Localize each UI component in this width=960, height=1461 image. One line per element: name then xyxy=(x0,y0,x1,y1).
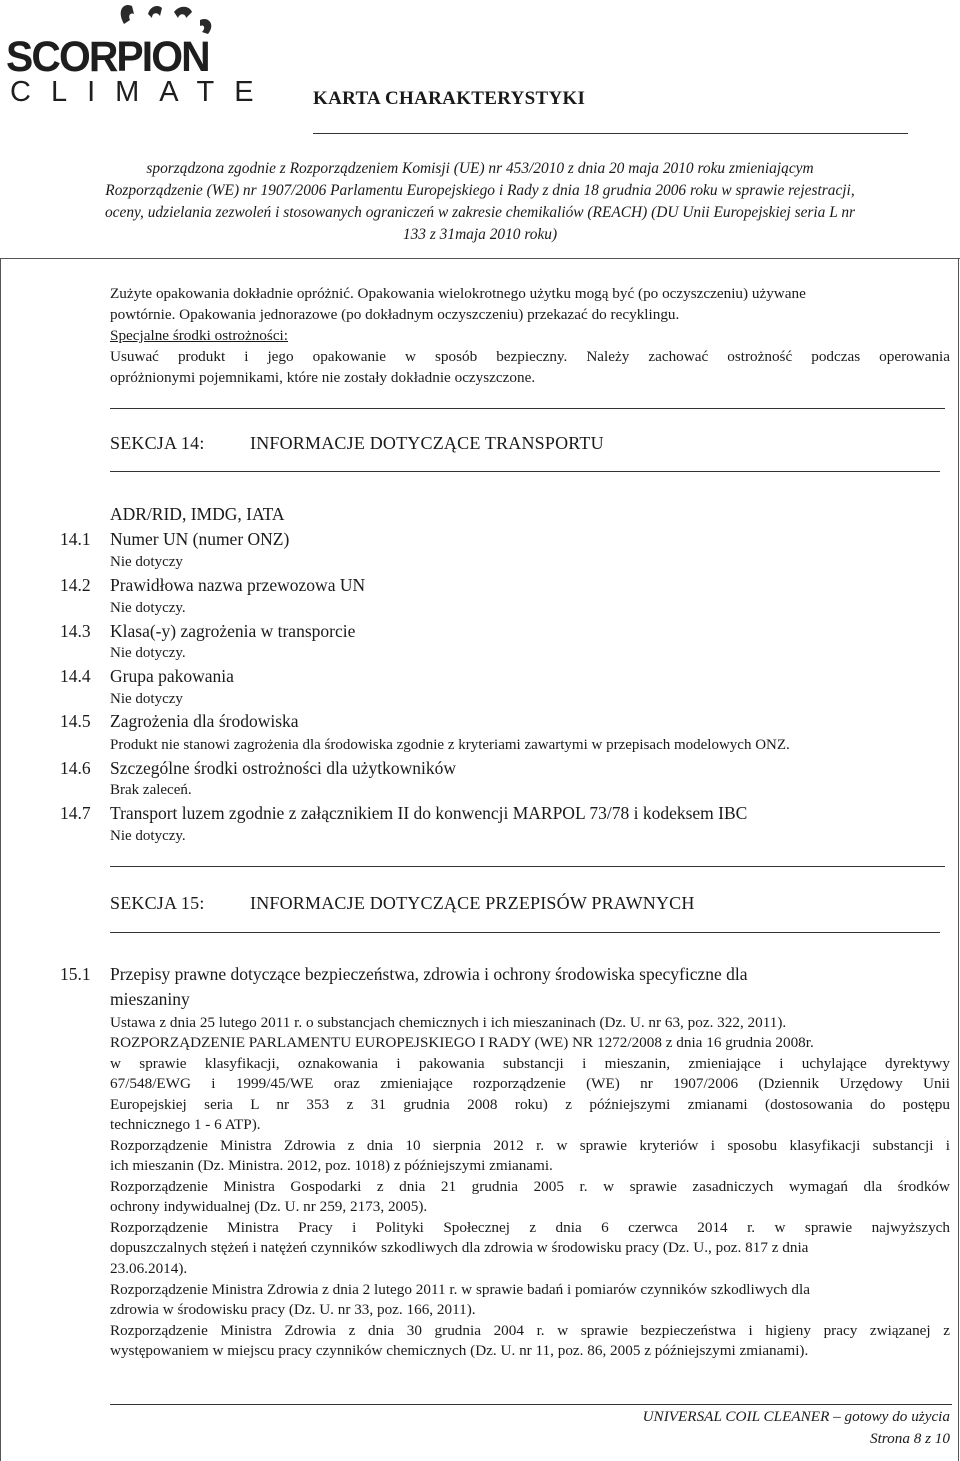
item-number: 14.4 xyxy=(60,666,91,686)
item-number: 14.2 xyxy=(60,575,91,595)
item-title: Szczególne środki ostrożności dla użytkowników xyxy=(110,758,457,778)
item-number: 14.1 xyxy=(60,529,91,549)
logo-wordmark-top: SCORPION xyxy=(6,33,209,81)
item-value: Nie dotyczy. xyxy=(110,600,186,616)
subtitle-line: 133 z 31maja 2010 roku) xyxy=(402,226,558,243)
regulation-line: Rozporządzenie Ministra Zdrowia z dnia 10 sierpnia 2012 r. w sprawie kryteriów i sposobu klasyfikacji substancji i xyxy=(110,1137,950,1154)
item-title: Grupa pakowania xyxy=(110,666,234,686)
item-value: Nie dotyczy. xyxy=(110,645,186,661)
regulation-line: Rozporządzenie Ministra Zdrowia z dnia 2 lutego 2011 r. w sprawie badań i pomiarów czynników szkodliwych dla xyxy=(110,1281,810,1298)
regulation-line: ROZPORZĄDZENIE PARLAMENTU EUROPEJSKIEGO I RADY (WE) NR 1272/2008 z dnia 16 grudnia 2008r. xyxy=(110,1034,814,1051)
intro-line: powtórnie. Opakowania jednorazowe (po dokładnym oczyszczeniu) przekazać do recyklingu. xyxy=(110,306,680,323)
regulation-line: w sprawie klasyfikacji, oznakowania i pakowania substancji i mieszanin, zmieniające i uchylające dyrektywy xyxy=(110,1055,950,1072)
transport-regimes: ADR/RID, IMDG, IATA xyxy=(110,504,285,524)
section-14-heading xyxy=(110,432,604,454)
item-number: 15.1 xyxy=(60,964,91,984)
subtitle-line: Rozporządzenie (WE) nr 1907/2006 Parlamentu Europejskiego i Rady z dnia 18 grudnia 2006 roku w sprawie rejestracji, xyxy=(105,182,855,199)
item-title: mieszaniny xyxy=(110,989,190,1009)
section-15-heading xyxy=(110,892,695,914)
regulation-line: technicznego 1 - 6 ATP). xyxy=(110,1116,261,1133)
item-number: 14.6 xyxy=(60,758,91,778)
regulation-subtitle xyxy=(50,158,910,246)
document-title: KARTA CHARAKTERYSTYKI xyxy=(313,88,586,109)
section-divider xyxy=(110,932,940,933)
item-title: Numer UN (numer ONZ) xyxy=(110,529,290,549)
regulation-line: ich mieszanin (Dz. Ministra. 2012, poz. 1018) z późniejszymi zmianami. xyxy=(110,1157,553,1174)
item-value: Brak zaleceń. xyxy=(110,782,192,798)
section-number: SEKCJA 15: xyxy=(110,893,205,913)
regulation-line: Europejskiej seria L nr 353 z 31 grudnia 2008 roku) z późniejszymi zmianami (dostosowania do postępu xyxy=(110,1096,950,1113)
footer-page-number: Strona 8 z 10 xyxy=(869,1430,950,1447)
item-title: Transport luzem zgodnie z załącznikiem II do konwencji MARPOL 73/78 i kodeksem IBC xyxy=(110,803,748,823)
section-title: INFORMACJE DOTYCZĄCE TRANSPORTU xyxy=(250,433,604,453)
page-frame-top xyxy=(0,258,960,259)
footer-product-name: UNIVERSAL COIL CLEANER – gotowy do użycia xyxy=(642,1408,950,1425)
subtitle-line: oceny, udzielania zezwoleń i stosowanych ograniczeń w zakresie chemikaliów (REACH) (DU Unii Europejskiej seria L nr xyxy=(104,204,856,221)
regulation-line: Rozporządzenie Ministra Zdrowia z dnia 30 grudnia 2004 r. w sprawie bezpieczeństwa i higieny pracy związanej z xyxy=(110,1322,950,1339)
item-number: 14.5 xyxy=(60,711,91,731)
section-divider xyxy=(110,408,945,409)
header-rule xyxy=(313,133,908,134)
subtitle-line: sporządzona zgodnie z Rozporządzeniem Komisji (UE) nr 453/2010 z dnia 20 maja 2010 roku zmieniającym xyxy=(146,160,814,177)
precautions-label: Specjalne środki ostrożności: xyxy=(110,327,288,344)
item-value: Nie dotyczy xyxy=(110,554,183,570)
regulation-line: występowaniem w miejscu pracy czynników chemicznych (Dz. U. nr 11, poz. 86, 2005 z późniejszymi zmianami). xyxy=(110,1342,809,1359)
regulation-line: Ustawa z dnia 25 lutego 2011 r. o substancjach chemicznych i ich mieszaninach (Dz. U. nr 63, poz. 322, 2011). xyxy=(110,1014,787,1031)
regulation-line: ochrony indywidualnej (Dz. U. nr 259, 2173, 2005). xyxy=(110,1198,428,1215)
item-title: Przepisy prawne dotyczące bezpieczeństwa, zdrowia i ochrony środowiska specyficzne dla xyxy=(110,964,748,984)
item-value: Nie dotyczy xyxy=(110,691,183,707)
footer-rule xyxy=(110,1404,952,1405)
regulation-line: Rozporządzenie Ministra Gospodarki z dnia 21 grudnia 2005 r. w sprawie zasadniczych wymagań dla środków xyxy=(110,1178,950,1195)
section-number: SEKCJA 14: xyxy=(110,433,205,453)
page-frame-right xyxy=(958,258,959,1461)
item-title: Prawidłowa nazwa przewozowa UN xyxy=(110,575,366,595)
section-divider xyxy=(110,471,940,472)
precautions-line: Usuwać produkt i jego opakowanie w sposób bezpieczny. Należy zachować ostrożność podczas operowania xyxy=(110,348,950,365)
precautions-line: opróżnionymi pojemnikami, które nie zostały dokładnie oczyszczone. xyxy=(110,369,536,386)
item-title: Klasa(-y) zagrożenia w transporcie xyxy=(110,621,356,641)
item-value: Produkt nie stanowi zagrożenia dla środowiska zgodnie z kryteriami zawartymi w przepisach modelowych ONZ. xyxy=(110,737,790,753)
item-number: 14.7 xyxy=(60,803,91,823)
regulation-line: dopuszczalnych stężeń i natężeń czynników szkodliwych dla zdrowia w środowisku pracy (Dz. U., poz. 817 z dnia xyxy=(110,1239,809,1256)
company-logo xyxy=(4,0,274,108)
item-value: Nie dotyczy. xyxy=(110,828,186,844)
item-number: 14.3 xyxy=(60,621,91,641)
regulation-line: Rozporządzenie Ministra Pracy i Polityki Społecznej z dnia 6 czerwca 2014 r. w sprawie najwyższych xyxy=(110,1219,950,1236)
item-title: Zagrożenia dla środowiska xyxy=(110,711,299,731)
regulation-line: 23.06.2014). xyxy=(110,1260,188,1277)
page-frame-left xyxy=(0,258,1,1461)
logo-wordmark-bottom: CLIMATE xyxy=(10,76,274,108)
section-divider xyxy=(110,866,945,867)
intro-line: Zużyte opakowania dokładnie opróżnić. Opakowania wielokrotnego użytku mogą być (po oczyszczeniu) używane xyxy=(110,285,806,302)
section-title: INFORMACJE DOTYCZĄCE PRZEPISÓW PRAWNYCH xyxy=(250,893,695,913)
regulation-line: 67/548/EWG i 1999/45/WE oraz zmieniające rozporządzenie (WE) nr 1907/2006 (Dziennik Urzędowy Unii xyxy=(110,1075,950,1092)
regulation-line: zdrowia w środowisku pracy (Dz. U. nr 33, poz. 166, 2011). xyxy=(110,1301,476,1318)
